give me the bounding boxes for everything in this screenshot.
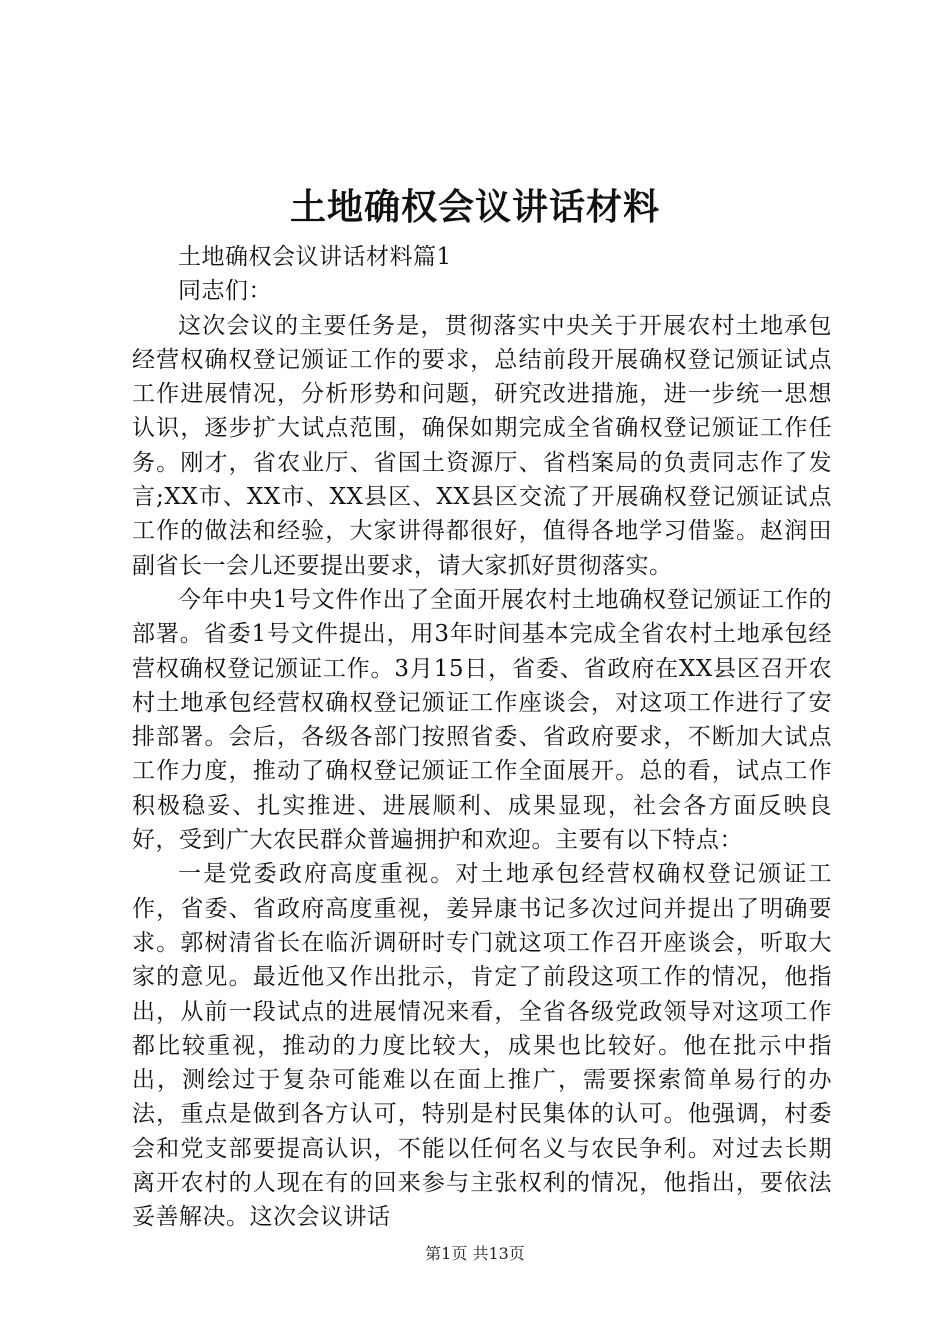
body-paragraph: 今年中央1号文件作出了全面开展农村土地确权登记颁证工作的部署。省委1号文件提出，用3年时间基本完成全省农村土地承包经营权确权登记颁证工作。3月15日，省委、省政府在XX县区召开农村土地承包经营权确权登记颁证工作座谈会，对这项工作进行了安排部署。会后，各级各部门按照省委、省政府要求，不断加大试点工作力度，推动了确权登记颁证工作全面展开。总的看，试点工作积极稳妥、扎实推进、进展顺利、成果显现，社会各方面反映良好，受到广大农民群众普遍拥护和欢迎。主要有以下特点：	[132, 586, 832, 854]
document-body	[132, 240, 832, 1235]
page-footer: 第1页 共13页	[425, 1244, 525, 1263]
salutation: 同志们：	[178, 278, 272, 305]
body-paragraph: 这次会议的主要任务是，贯彻落实中央关于开展农村土地承包经营权确权登记颁证工作的要求，总结前段开展确权登记颁证试点工作进展情况，分析形势和问题，研究改进措施，进一步统一思想认识，逐步扩大试点范围，确保如期完成全省确权登记颁证工作任务。刚才，省农业厅、省国土资源厅、省档案局的负责同志作了发言;XX市、XX市、XX县区、XX县区交流了开展确权登记颁证试点工作的做法和经验，大家讲得都很好，值得各地学习借鉴。赵润田副省长一会儿还要提出要求，请大家抓好贯彻落实。	[132, 312, 832, 579]
document-title: 土地确权会议讲话材料	[289, 186, 660, 228]
body-paragraph: 一是党委政府高度重视。对土地承包经营权确权登记颁证工作，省委、省政府高度重视，姜异康书记多次过问并提出了明确要求。郭树清省长在临沂调研时专门就这项工作召开座谈会，听取大家的意见。最近他又作出批示，肯定了前段这项工作的情况，他指出，从前一段试点的进展情况来看，全省各级党政领导对这项工作都比较重视，推动的力度比较大，成果也比较好。他在批示中指出，测绘过于复杂可能难以在面上推广，需要探索简单易行的办法，重点是做到各方认可，特别是村民集体的认可。他强调，村委会和党支部要提高认识，不能以任何名义与农民争利。对过去长期离开农村的人现在有的回来参与主张权利的情况，他指出，要依法妥善解决。这次会议讲话	[132, 861, 832, 1231]
section-heading: 土地确权会议讲话材料篇1	[178, 244, 452, 270]
